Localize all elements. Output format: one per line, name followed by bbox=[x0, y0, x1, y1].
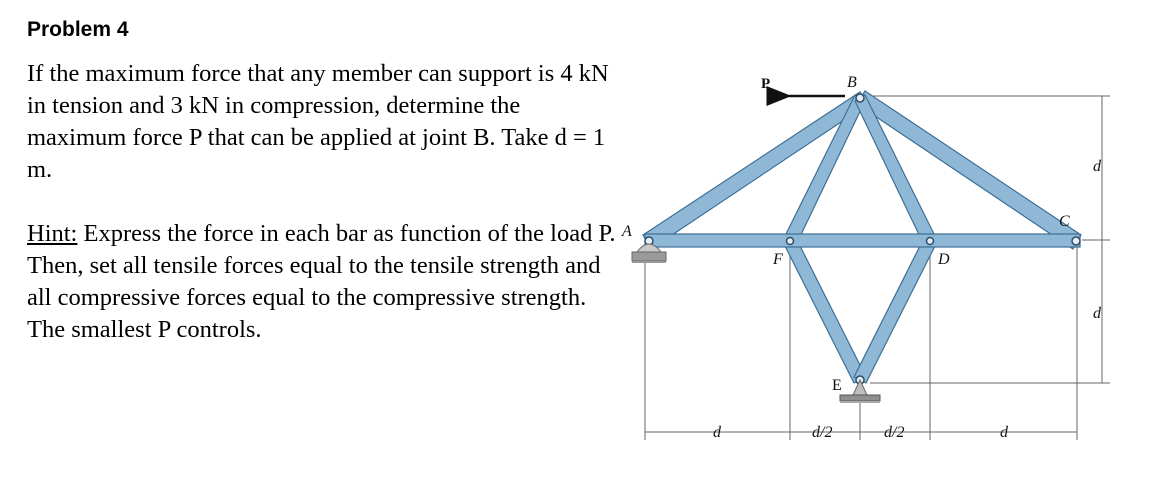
dim-d-right-upper: d bbox=[1093, 158, 1101, 175]
joint-label-D: D bbox=[938, 251, 950, 268]
joint-label-E: E bbox=[832, 377, 842, 394]
dim-d-bottom-left: d bbox=[713, 424, 721, 441]
member-DE bbox=[854, 238, 936, 383]
dim-d-right-lower: d bbox=[1093, 305, 1101, 322]
dim-half-d-1: d/2 bbox=[812, 424, 833, 441]
dim-half-d-2: d/2 bbox=[884, 424, 905, 441]
dim-d-bottom-right: d bbox=[1000, 424, 1008, 441]
joint-label-A: A bbox=[622, 223, 632, 240]
truss-figure bbox=[612, 60, 1132, 450]
problem-heading: Problem 4 bbox=[27, 18, 129, 41]
joint-label-C: C bbox=[1059, 213, 1070, 230]
problem-statement: If the maximum force that any member can support is 4 kN in tension and 3 kN in compression, determine the maximum force P that can be applied at joint B. Take d = 1 m. bbox=[27, 60, 609, 183]
member-FE bbox=[784, 238, 866, 383]
joint-label-B: B bbox=[847, 74, 857, 91]
joint-label-F: F bbox=[773, 251, 783, 268]
hint-paragraph bbox=[27, 218, 617, 346]
load-label: P bbox=[761, 76, 771, 92]
member-AC bbox=[645, 234, 1080, 247]
hint-body: Express the force in each bar as function of the load P. Then, set all tensile forces equal to the tensile strength and all compressive forces equal to the compressive strength. The smallest P controls. bbox=[27, 220, 616, 343]
truss-members bbox=[643, 91, 1081, 383]
hint-label: Hint: bbox=[27, 220, 78, 247]
member-AB bbox=[643, 92, 868, 249]
